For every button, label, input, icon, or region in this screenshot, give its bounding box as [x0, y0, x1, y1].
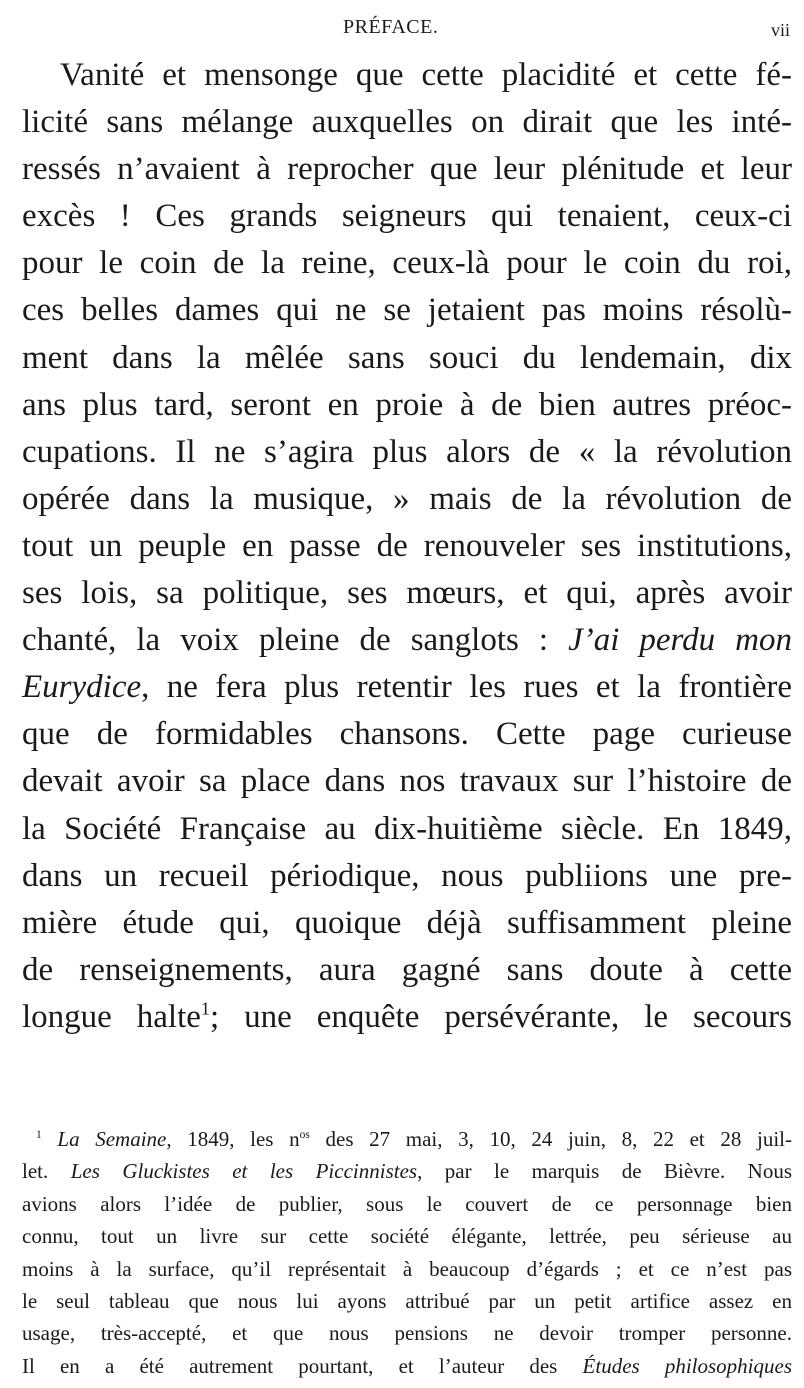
running-title: PRÉFACE. [343, 16, 439, 38]
text-line: licité sans mélange auxquelles on dirait que les inté- [22, 104, 792, 141]
text-run: , ne fera plus retentir les rues et la frontière [141, 669, 792, 706]
text-line [22, 664, 792, 711]
footnote-line [22, 1123, 792, 1155]
text-line: cupations. Il ne s’agira plus alors de « la révolution [22, 433, 792, 470]
italic-run: La Semaine [57, 1127, 167, 1151]
text-line: ment dans la mêlée sans souci du lendemain, dix [22, 339, 792, 376]
text-run: Il en a été autrement pourtant, et l’auteur des [22, 1353, 558, 1378]
text-run: let. [22, 1159, 49, 1184]
text-line: dans un recueil périodique, nous publiions une pre- [22, 857, 792, 894]
footnote-line: le seul tableau que nous lui ayons attribué par un petit artifice assez en [22, 1288, 792, 1313]
text-line: pour le coin de la reine, ceux-là pour le coin du roi, [22, 245, 792, 282]
text-line: que de formidables chansons. Cette page curieuse [22, 716, 792, 753]
text-line: ans plus tard, seront en proie à de bien autres préoc- [22, 386, 792, 423]
text-run: longue halte [22, 998, 201, 1035]
italic-run: Études philosophiques [582, 1353, 793, 1378]
text-line: mière étude qui, quoique déjà suffisamment pleine [22, 904, 792, 941]
footnote-reference: 1 [200, 998, 210, 1019]
text-line: opérée dans la musique, » mais de la révolution de [22, 480, 792, 517]
text-line: ces belles dames qui ne se jetaient pas moins résolù- [22, 292, 792, 329]
text-line [22, 617, 792, 664]
footnote-line [22, 1155, 792, 1187]
main-text [22, 52, 792, 1041]
text-run: des 27 mai, 3, 10, 24 juin, 8, 22 et 28 juil- [309, 1127, 793, 1151]
text-line: devait avoir sa place dans nos travaux sur l’histoire de [22, 763, 792, 800]
page-header [0, 14, 804, 44]
text-run: ; une enquête persévérante, le secours [210, 998, 792, 1035]
footnote-marker: 1 [36, 1128, 42, 1141]
text-line: ressés n’avaient à reprocher que leur plénitude et leur [22, 151, 792, 188]
text-run: , 1849, les n [166, 1127, 300, 1151]
superscript: os [299, 1128, 310, 1141]
italic-run: Les Gluckistes et les Piccinnistes [70, 1159, 418, 1184]
text-line: tout un peuple en passe de renouveler ses institutions, [22, 527, 792, 564]
page-number: vii [770, 20, 790, 40]
footnote [22, 1123, 792, 1382]
text-line: ses lois, sa politique, ses mœurs, et qui, après avoir [22, 575, 792, 612]
text-line: de renseignements, aura gagné sans doute à cette [22, 951, 792, 988]
italic-run: J’ai perdu mon [568, 622, 792, 659]
text-run: chanté, la voix pleine de sanglots : [22, 622, 549, 659]
text-line: la Société Française au dix-huitième siècle. En 1849, [22, 810, 792, 847]
footnote-line: usage, très-accepté, et que nous pensions ne devoir tromper personne. [22, 1321, 792, 1346]
footnote-line: connu, tout un livre sur cette société élégante, lettrée, peu sérieuse au [22, 1224, 792, 1249]
text-line [22, 994, 792, 1041]
footnote-line [22, 1350, 792, 1382]
footnote-line: avions alors l’idée de publier, sous le couvert de ce personnage bien [22, 1191, 792, 1216]
footnote-line: moins à la surface, qu’il représentait à beaucoup d’égards ; et ce n’est pas [22, 1256, 792, 1281]
text-run: , par le marquis de Bièvre. Nous [417, 1159, 793, 1184]
italic-run: Eurydice [22, 669, 142, 706]
text-line: excès ! Ces grands seigneurs qui tenaient, ceux-ci [22, 198, 792, 235]
text-line: Vanité et mensonge que cette placidité et cette fé- [60, 57, 792, 93]
